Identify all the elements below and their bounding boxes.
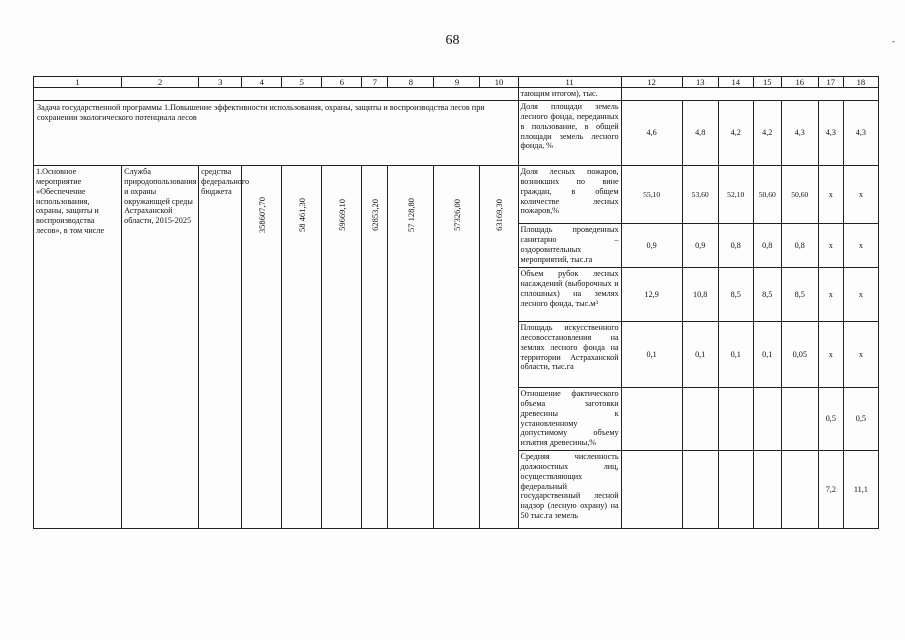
header-cell: 11	[518, 77, 621, 88]
indicator-value: 50,60	[781, 166, 818, 224]
indicator-value: 4,3	[843, 101, 878, 166]
header-cell: 13	[682, 77, 718, 88]
indicator-value: x	[843, 268, 878, 322]
indicator-value: 0,8	[718, 224, 753, 268]
finance-value: 358607,70	[256, 196, 267, 234]
indicator-value: 4,3	[781, 101, 818, 166]
header-cell: 4	[242, 77, 282, 88]
indicator-value	[621, 388, 682, 451]
indicator-value: 12,9	[621, 268, 682, 322]
finance-value: 62853,20	[369, 199, 380, 231]
finance-cell	[362, 166, 388, 529]
indicator-value: 55,10	[621, 166, 682, 224]
indicator-value: 8,5	[718, 268, 753, 322]
indicator-value	[753, 388, 781, 451]
indicator-value: x	[818, 166, 843, 224]
finance-cell	[322, 166, 362, 529]
indicator-value: 52,10	[718, 166, 753, 224]
indicator-name: Площадь проведенных санитарно – оздоровительных мероприятий, тыс.га	[518, 224, 621, 268]
finance-cell	[434, 166, 480, 529]
header-cell: 9	[434, 77, 480, 88]
header-cell: 18	[843, 77, 878, 88]
indicator-value: x	[818, 322, 843, 388]
indicator-value: 4,2	[753, 101, 781, 166]
indicator-value: 4,6	[621, 101, 682, 166]
indicator-value: 4,8	[682, 101, 718, 166]
header-cell: 5	[282, 77, 322, 88]
finance-cell	[480, 166, 518, 529]
indicator-name: Средняя численность должностных лиц, осуществляющих федеральный государственный лесной надзор (лесную охрану) на 50 тыс.га земель	[518, 451, 621, 529]
indicator-value	[753, 451, 781, 529]
indicator-value: 11,1	[843, 451, 878, 529]
finance-value: 59669,10	[336, 199, 347, 231]
empty-cell	[34, 88, 519, 101]
activity-name: 1.Основное мероприятие «Обеспечение использования, охраны, защиты и воспроизводства лесов», в том числе	[34, 166, 122, 529]
indicator-value: 8,5	[753, 268, 781, 322]
indicator-value: 53,60	[682, 166, 718, 224]
program-table	[33, 76, 879, 529]
continuation-row	[34, 88, 879, 101]
empty-cell	[621, 88, 878, 101]
indicator-value: 0,5	[818, 388, 843, 451]
indicator-value: x	[843, 166, 878, 224]
header-cell: 8	[388, 77, 434, 88]
header-row	[34, 77, 879, 88]
finance-cell	[242, 166, 282, 529]
finance-value: 57 128,80	[405, 198, 416, 233]
header-cell: 15	[753, 77, 781, 88]
indicator-value	[718, 388, 753, 451]
activity-executor: Служба природопользования и охраны окружающей среды Астраханской области, 2015-2025	[122, 166, 199, 529]
task-row	[34, 101, 879, 166]
indicator-value: x	[818, 268, 843, 322]
header-cell: 14	[718, 77, 753, 88]
header-cell: 1	[34, 77, 122, 88]
indicator-name: Доля лесных пожаров, возникших по вине граждан, в общем количестве лесных пожаров,%	[518, 166, 621, 224]
indicator-value: 4,2	[718, 101, 753, 166]
header-cell: 12	[621, 77, 682, 88]
indicator-value: 7,2	[818, 451, 843, 529]
corner-mark: -	[892, 36, 895, 46]
header-cell: 17	[818, 77, 843, 88]
header-cell: 6	[322, 77, 362, 88]
indicator-value: 10,8	[682, 268, 718, 322]
indicator-value: 4,3	[818, 101, 843, 166]
indicator-value: 0,1	[718, 322, 753, 388]
indicator-value	[781, 388, 818, 451]
indicator-value	[621, 451, 682, 529]
continuation-text: тающим итогом), тыс.	[518, 88, 621, 101]
header-cell: 3	[199, 77, 242, 88]
indicator-value: 0,9	[682, 224, 718, 268]
indicator-value: x	[843, 322, 878, 388]
indicator-value	[682, 451, 718, 529]
indicator-value: 0,1	[682, 322, 718, 388]
indicator-row	[34, 166, 879, 224]
header-cell: 10	[480, 77, 518, 88]
page-number: 68	[445, 33, 460, 48]
activity-source: средства федерального бюджета	[199, 166, 242, 529]
indicator-name: Доля площади земель лесного фонда, переданных в пользование, в общей площади земель лесного фонда, %	[518, 101, 621, 166]
finance-cell	[388, 166, 434, 529]
indicator-value: x	[843, 224, 878, 268]
indicator-value: 0,1	[753, 322, 781, 388]
header-cell: 7	[362, 77, 388, 88]
indicator-value: 0,5	[843, 388, 878, 451]
indicator-value: 8,5	[781, 268, 818, 322]
indicator-name: Объем рубок лесных насаждений (выборочных и сплошных) на землях лесного фонда, тыс.м³	[518, 268, 621, 322]
indicator-value	[781, 451, 818, 529]
task-text: Задача государственной программы 1.Повышение эффективности использования, охраны, защиты и воспроизводства лесов при сохранении экологического потенциала лесов	[34, 101, 519, 166]
indicator-value: 0,05	[781, 322, 818, 388]
indicator-value: 0,1	[621, 322, 682, 388]
indicator-value: x	[818, 224, 843, 268]
indicator-name: Отношение фактического объема заготовки древесины к установленному допустимому объему изъятия древесины,%	[518, 388, 621, 451]
indicator-value: 0,8	[753, 224, 781, 268]
finance-value: 63169,30	[493, 199, 504, 231]
finance-value: 58 461,30	[296, 198, 307, 233]
indicator-value	[718, 451, 753, 529]
indicator-value: 0,9	[621, 224, 682, 268]
finance-value: 57326,00	[451, 199, 462, 231]
finance-cell	[282, 166, 322, 529]
indicator-value: 0,8	[781, 224, 818, 268]
header-cell: 16	[781, 77, 818, 88]
header-cell: 2	[122, 77, 199, 88]
indicator-value: 50,60	[753, 166, 781, 224]
indicator-name: Площадь искусственного лесовосстановления на землях лесного фонда на территории Астраханской области, тыс.га	[518, 322, 621, 388]
indicator-value	[682, 388, 718, 451]
